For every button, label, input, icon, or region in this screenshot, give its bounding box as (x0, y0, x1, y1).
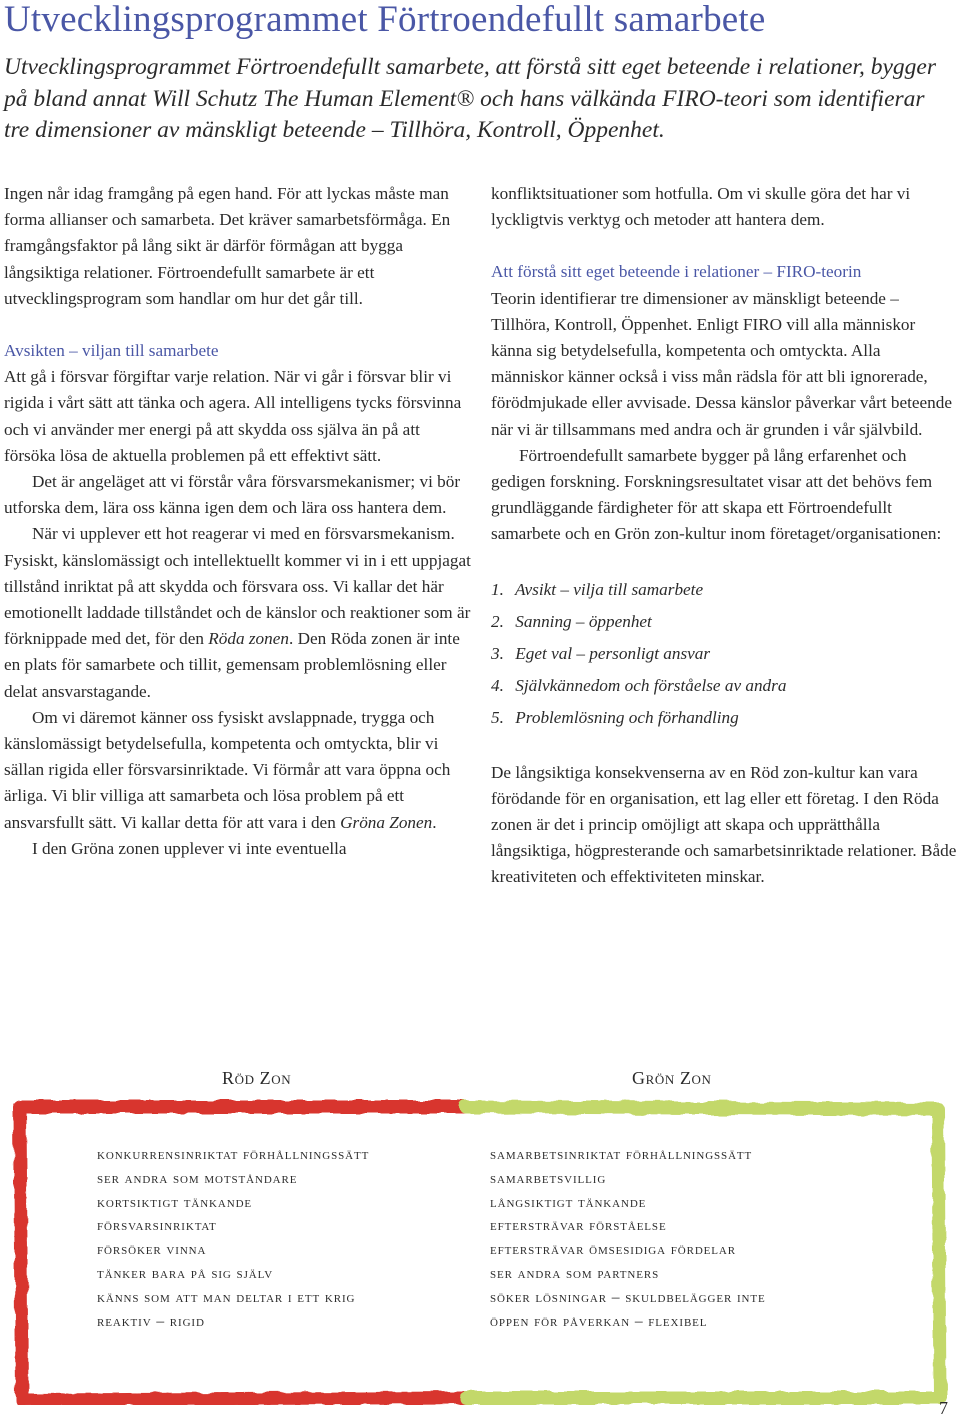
intro-paragraph: Utvecklingsprogrammet Förtroendefullt samarbete, att förstå sitt eget beteende i relationer, bygger på bland annat Will Schutz The Human Element® och hans välkända FIRO-teori som identifierar tre dimensioner av mänskligt beteende – Tillhöra, Kontroll, Öppenhet. (4, 54, 937, 143)
list-item (491, 606, 957, 638)
list-item: eftersträvar förståelse (490, 1217, 667, 1235)
left-paragraph-4 (4, 521, 472, 704)
text-span: . (432, 812, 437, 832)
page-title: Utvecklingsprogrammet Förtroendefullt samarbete (4, 0, 766, 40)
list-item: eftersträvar ömsesidiga fördelar (490, 1241, 736, 1259)
list-item: samarbetsinriktat förhållningssätt (490, 1146, 753, 1163)
right-paragraph-3: Förtroendefullt samarbete bygger på lång erfarenhet och gedigen forskning. Forskningsresultatet visar att det behövs fem grundläggande färdigheter för att skapa ett Förtroendefullt samarbete och en Grön zon-kultur inom företaget/organisationen: (491, 445, 942, 544)
list-item: ser andra som motståndare (97, 1169, 298, 1187)
list-number: 3. (491, 643, 504, 663)
right-paragraph-4: De långsiktiga konsekvenserna av en Röd zon-kultur kan vara förödande för en organisation, ett lag eller ett företag. I den Röda zonen är det i princip omöjligt att skapa och upprätthålla långsiktiga, högpresterande och samarbetsinriktade relationer. Både kreativiteten och effektiviteten minskar. (491, 762, 957, 887)
list-item: ser andra som partners (490, 1264, 660, 1282)
green-zone-term: Gröna Zonen (340, 812, 433, 832)
list-number: 2. (491, 611, 504, 631)
left-paragraph-1: Ingen når idag framgång på egen hand. För att lyckas måste man forma allianser och samarbeta. Det kräver samarbetsförmåga. En framgångsfaktor på lång sikt är därför förmågan att bygga långsiktiga relationer. Förtroendefullt samarbete är ett utvecklingsprogram som handlar om hur det går till. (4, 184, 451, 308)
green-zone-label: Grön Zon (632, 1068, 712, 1088)
list-item: försöker vinna (97, 1241, 207, 1259)
green-zone-list (490, 1143, 766, 1333)
right-column (491, 181, 957, 891)
red-zone-term: Röda zonen (208, 629, 289, 649)
list-item: samarbetsvillig (490, 1169, 607, 1187)
left-paragraph-5 (4, 705, 472, 836)
list-item: öppen för påverkan – flexibel (490, 1312, 708, 1330)
left-paragraph-2: Att gå i försvar förgiftar varje relation. När vi går i försvar blir vi rigida i vårt sätt att tänka och agera. All intelligens tycks försvinna och vi använder mer energi på att skydda oss själva än på att försöka lösa de aktuella problemen på ett effektivt sätt. (4, 367, 462, 465)
list-item: tänker bara på sig själv (97, 1264, 274, 1282)
page-number: 7 (939, 1398, 948, 1418)
list-item: känns som att man deltar i ett krig (97, 1288, 356, 1306)
section-heading-avsikten: Avsikten – viljan till samarbete (4, 341, 219, 361)
text-span: Om vi däremot känner oss fysiskt avslappnade, trygga och känslomässigt betydelsefulla, kompetenta och omtyckta, blir vi sällan rigida eller försvarsinriktade. Vi förmår att vara öppna och ärliga. Vi blir villiga att samarbeta och lösa problem på ett ansvarsfullt sätt. Vi kallar detta för att vara i den (4, 707, 451, 832)
list-item (491, 638, 957, 670)
list-item (491, 670, 957, 702)
list-item: reaktiv – rigid (97, 1312, 205, 1330)
list-number: 5. (491, 707, 504, 727)
list-text: Avsikt – vilja till samarbete (515, 579, 704, 599)
left-paragraph-6: I den Gröna zonen upplever vi inte eventuella (32, 838, 347, 858)
right-paragraph-1: konfliktsituationer som hotfulla. Om vi skulle göra det har vi lyckligtvis verktyg och metoder att hantera dem. (491, 184, 911, 230)
list-item (491, 702, 957, 734)
red-zone-list (97, 1143, 369, 1333)
text-span: . Den Röda zonen är inte en plats för samarbete och tillit, gemensam problemlösning eller delat ansvarstagande. (4, 629, 460, 701)
red-zone-label: Röd Zon (222, 1068, 292, 1088)
list-text: Eget val – personligt ansvar (515, 643, 711, 663)
left-paragraph-3: Det är angeläget att vi förstår våra försvarsmekanismer; vi bör utforska dem, lära oss känna igen dem och lära oss hantera dem. (4, 472, 461, 518)
list-item: söker lösningar – skuldbelägger inte (490, 1288, 766, 1306)
list-text: Sanning – öppenhet (515, 611, 652, 631)
left-column (4, 181, 472, 862)
list-item: kortsiktigt tänkande (97, 1193, 253, 1211)
list-number: 4. (491, 675, 504, 695)
list-item: konkurrensinriktat förhållningssätt (97, 1146, 370, 1163)
list-item: långsiktigt tänkande (490, 1193, 647, 1211)
right-paragraph-2: Teorin identifierar tre dimensioner av mänskligt beteende – Tillhöra, Kontroll, Öppenhet. Enligt FIRO vill alla människor känna sig betydelsefulla, kompetenta och omtyckta. Alla människor känner också i viss mån rädsla för att bli ignorerade, förödmjukade eller avvisade. Dessa känslor påverkar vårt beteende när vi är tillsammans med andra och är grunden i vår självbild. (491, 288, 952, 439)
list-text: Problemlösning och förhandling (515, 707, 739, 727)
list-item: försvarsinriktat (97, 1217, 217, 1235)
skills-list (491, 574, 957, 734)
list-text: Självkännedom och förståelse av andra (515, 675, 787, 695)
text-span: När vi upplever ett hot reagerar vi med en försvarsmekanism. Fysiskt, känslomässigt och intellektuellt kommer vi in i ett uppjagat tillstånd inriktat på att skydda och försvara oss. Vi kallar det här emotionellt laddade tillståndet och de känslor och reaktioner som är förknippade med det, för den (4, 524, 471, 649)
section-heading-firo: Att förstå sitt eget beteende i relationer – FIRO-teorin (491, 262, 862, 282)
list-item (491, 574, 957, 606)
list-number: 1. (491, 579, 504, 599)
